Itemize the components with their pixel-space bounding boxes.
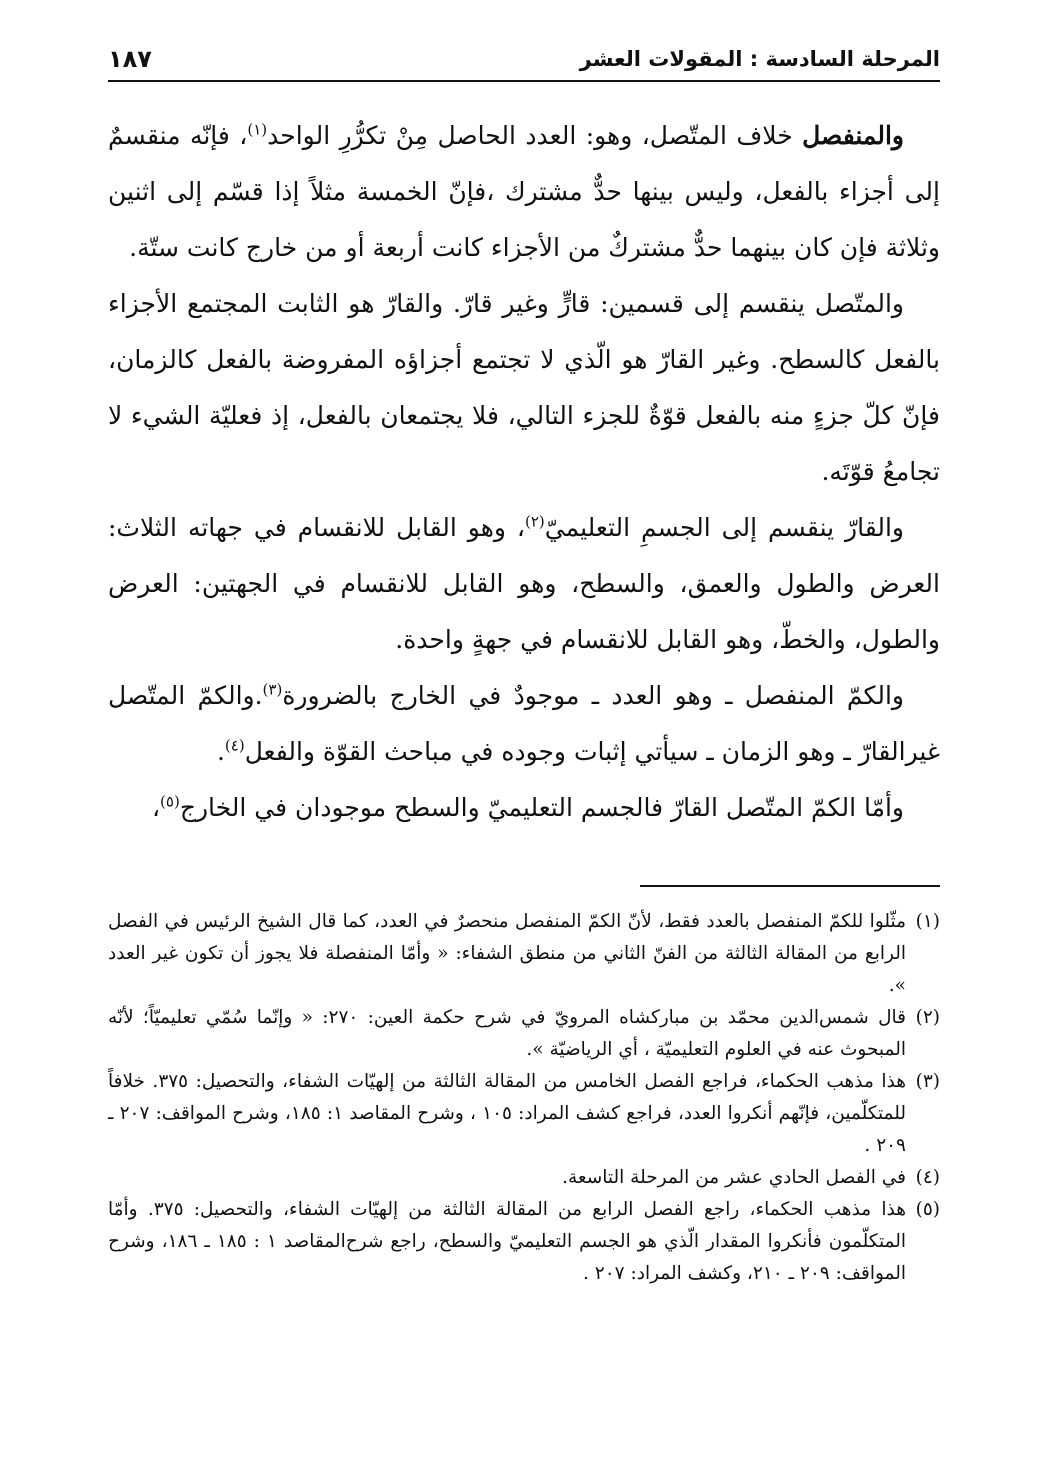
footnote-marker[interactable]: (٢) xyxy=(525,512,545,531)
paragraph-text: والقارّ ينقسم إلى الجسمِ التعليميّ xyxy=(544,513,905,542)
paragraph-text: ، فإنّه منقسمٌ إلى أجزاء بالفعل، وليس بينها حدٌّ مشترك ،فإنّ الخمسة مثلاً إذا قسّم إلى اثنين وثلاثة فإن كان بينهما حدٌّ مشتركٌ من الأجزاء كانت أربعة أو من خارج كانت ستّة. xyxy=(108,121,940,262)
paragraph-text: خلاف المتّصل، وهو: العدد الحاصل مِنْ تكرُّرِ الواحد xyxy=(267,121,803,150)
paragraph-text: وأمّا الكمّ المتّصل القارّ فالجسم التعليميّ والسطح موجودان في الخارج xyxy=(179,793,904,822)
paragraph-text: .والكمّ المتّصل غيرالقارّ ـ وهو الزمان ـ سيأتي إثبات وجوده في مباحث القوّة والفعل xyxy=(108,681,940,766)
footnote-number: (٢) xyxy=(915,1007,940,1028)
page-header xyxy=(108,44,940,82)
footnotes-section xyxy=(108,906,940,1290)
footnote-item xyxy=(108,1194,940,1290)
footnote-number: (١) xyxy=(915,911,940,932)
paragraph-5 xyxy=(108,780,940,836)
footnote-text: هذا مذهب الحكماء، فراجع الفصل الخامس من المقالة الثالثة من إلهيّات الشفاء، والتحصيل: ٣٧٥. خلافاً للمتكلّمين، فإنّهم أنكروا العدد، فراجع كشف المراد: ١٠٥ ، وشرح المقاصد ١: ١٨٥، وشرح المواقف: ٢٠٧ ـ ٢٠٩ . xyxy=(108,1071,906,1156)
footnote-marker[interactable]: (٥) xyxy=(160,792,180,811)
footnote-item xyxy=(108,1162,940,1194)
paragraph-3 xyxy=(108,500,940,668)
page-number: ١٨٧ xyxy=(108,45,152,73)
footnote-text: في الفصل الحادي عشر من المرحلة التاسعة. xyxy=(562,1167,906,1188)
paragraph-text: . xyxy=(216,737,225,766)
main-text xyxy=(108,108,940,836)
footnote-number: (٣) xyxy=(915,1071,940,1092)
footnote-number: (٥) xyxy=(915,1199,940,1220)
paragraph-2: والمتّصل ينقسم إلى قسمين: قارٍّ وغير قارّ. والقارّ هو الثابت المجتمع الأجزاء بالفعل كالسطح. وغير القارّ هو الّذي لا تجتمع أجزاؤه المفروضة بالفعل كالزمان، فإنّ كلّ جزءٍ منه بالفعل قوّةٌ للجزء التالي، فلا يجتمعان بالفعل، إذ فعليّة الشيء لا تجامعُ قوّتَه. xyxy=(108,289,940,486)
footnote-item xyxy=(108,1066,940,1162)
paragraph-1 xyxy=(108,108,940,276)
running-title: المرحلة السادسة : المقولات العشر xyxy=(579,47,940,71)
footnote-item xyxy=(108,906,940,1002)
paragraph-text: ، xyxy=(151,793,161,822)
footnote-text: مثّلوا للكمّ المنفصل بالعدد فقط، لأنّ الكمّ المنفصل منحصرٌ في العدد، كما قال الشيخ الرئيس في الفصل الرابع من المقالة الثالثة من الفنّ الثاني من منطق الشفاء: « وأمّا المنفصلة فلا يجوز أن تكون غير العدد ». xyxy=(108,911,906,996)
footnote-marker[interactable]: (٣) xyxy=(262,680,283,699)
footnote-text: قال شمس‌الدين محمّد بن مباركشاه المرويّ في شرح حكمة العين: ٢٧٠: « وإنّما سُمّي تعليميّاً؛ لأنّه المبحوث عنه في العلوم التعليميّة ، أي الرياضيّة ». xyxy=(108,1007,906,1060)
footnote-number: (٤) xyxy=(915,1167,940,1188)
paragraph-text: ، وهو القابل للانقسام في جهاته الثلاث: العرض والطول والعمق، والسطح، وهو القابل للانقسام في الجهتين: العرض والطول، والخطّ، وهو القابل للانقسام في جهةٍ واحدة. xyxy=(108,513,940,654)
footnote-item xyxy=(108,1002,940,1066)
footnote-marker[interactable]: (١) xyxy=(247,120,268,139)
paragraph-4 xyxy=(108,668,940,780)
footnote-divider xyxy=(640,885,940,887)
footnote-text: هذا مذهب الحكماء، راجع الفصل الرابع من المقالة الثالثة من إلهيّات الشفاء، والتحصيل: ٣٧٥. وأمّا المتكلّمون فأنكروا المقدار الّذي هو الجسم التعليميّ والسطح، راجع شرح‌المقاصد ١ : ١٨٥ ـ ١٨٦، وشرح المواقف: ٢٠٩ ـ ٢١٠، وكشف المراد: ٢٠٧ . xyxy=(108,1199,906,1284)
defined-term: والمنفصل xyxy=(802,121,904,150)
footnote-marker[interactable]: (٤) xyxy=(224,736,245,755)
paragraph-text: والكمّ المنفصل ـ وهو العدد ـ موجودٌ في الخارج بالضرورة xyxy=(282,681,904,710)
